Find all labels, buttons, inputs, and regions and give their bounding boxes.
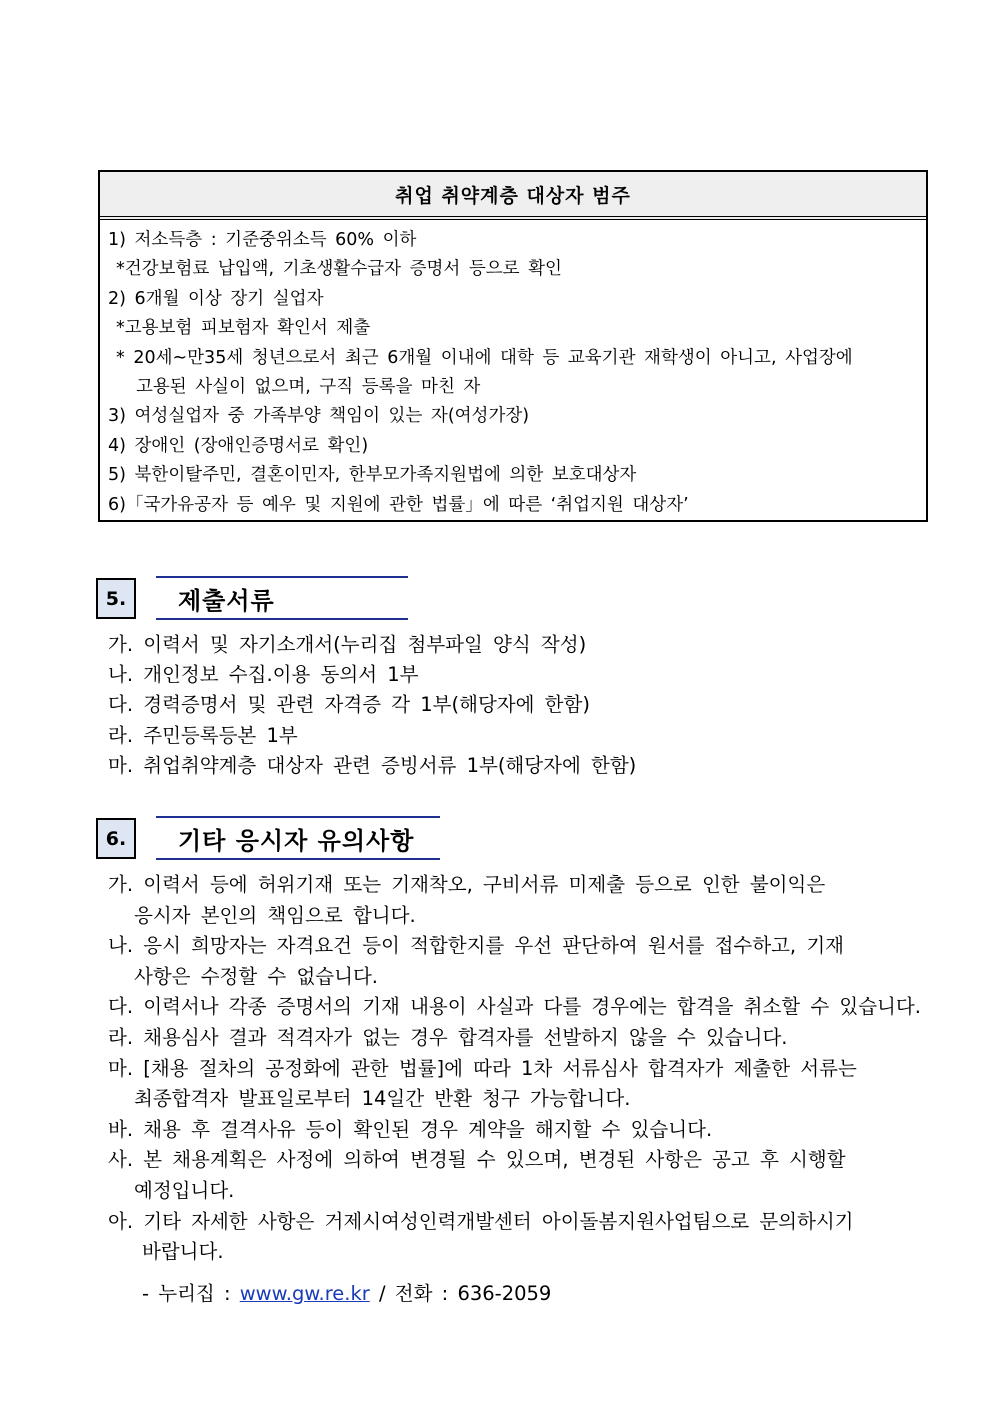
list-item: 사. 본 채용계획은 사정에 의하여 변경될 수 있으며, 변경된 사항은 공고 후 시행할: [108, 1148, 846, 1172]
phone-label: 전화 :: [394, 1282, 458, 1305]
list-item: 가. 이력서 및 자기소개서(누리집 첨부파일 양식 작성): [108, 633, 587, 656]
table-line: * 20세~만35세 청년으로서 최근 6개월 이내에 대학 등 교육기관 재학생이 아니고, 사업장에: [116, 347, 853, 368]
list-item: 라. 채용심사 결과 적격자가 없는 경우 합격자를 선발하지 않을 수 있습니다.: [108, 1025, 788, 1049]
table-title: 취업 취약계층 대상자 범주: [100, 172, 926, 220]
list-item: 가. 이력서 등에 허위기재 또는 기재착오, 구비서류 미제출 등으로 인한 불이익은: [108, 873, 826, 896]
table-line: 6)「국가유공자 등 예우 및 지원에 관한 법률」에 따른 ‘취업지원 대상자’: [108, 494, 689, 515]
section-6-title: 기타 응시자 유의사항: [156, 816, 440, 860]
section-6-number: 6.: [96, 818, 136, 859]
section-5-list: [108, 630, 636, 781]
list-item-continuation: 최종합격자 발표일로부터 14일간 반환 청구 가능합니다.: [134, 1087, 631, 1111]
list-item: 마. [채용 절차의 공정화에 관한 법률]에 따라 1차 서류심사 합격자가 제출한 서류는: [108, 1056, 857, 1080]
table-line: 고용된 사실이 없으며, 구직 등록을 마친 자: [136, 376, 481, 397]
section-6-list: [108, 870, 921, 1268]
list-item: 바. 채용 후 결격사유 등이 확인된 경우 계약을 해지할 수 있습니다.: [108, 1117, 713, 1141]
list-item: 나. 응시 희망자는 자격요건 등이 적합한지를 우선 판단하여 원서를 접수하고, 기재: [108, 934, 845, 958]
table-line: 5) 북한이탈주민, 결혼이민자, 한부모가족지원법에 의한 보호대상자: [108, 465, 637, 486]
website-link[interactable]: www.gw.re.kr: [239, 1282, 370, 1305]
list-item: 나. 개인정보 수집.이용 동의서 1부: [108, 663, 419, 687]
list-item: 아. 기타 자세한 사항은 거제시여성인력개발센터 아이돌봄지원사업팀으로 문의하시기: [108, 1209, 854, 1233]
section-5-title: 제출서류: [156, 576, 408, 620]
list-item: 다. 이력서나 각종 증명서의 기재 내용이 사실과 다를 경우에는 합격을 취소할 수 있습니다.: [108, 995, 921, 1019]
contact-separator: /: [369, 1282, 395, 1305]
table-line: *건강보험료 납입액, 기초생활수급자 증명서 등으로 확인: [116, 259, 562, 280]
table-line: 4) 장애인 (장애인증명서로 확인): [108, 435, 369, 456]
list-item-continuation: 예정입니다.: [134, 1178, 235, 1202]
table-line: *고용보험 피보험자 확인서 제출: [116, 318, 371, 339]
list-item: 마. 취업취약계층 대상자 관련 증빙서류 1부(해당자에 한함): [108, 753, 637, 777]
table-line: 2) 6개월 이상 장기 실업자: [108, 288, 324, 309]
phone-number: 636-2059: [457, 1282, 552, 1305]
list-item: 다. 경력증명서 및 관련 자격증 각 1부(해당자에 한함): [108, 693, 590, 717]
list-item-continuation: 바랍니다.: [142, 1240, 224, 1264]
table-body: [108, 226, 918, 520]
section-5-number: 5.: [96, 578, 136, 619]
list-item-continuation: 응시자 본인의 책임으로 합니다.: [134, 903, 416, 927]
target-category-table: [98, 170, 928, 522]
list-item: 라. 주민등록등본 1부: [108, 723, 298, 747]
contact-prefix: - 누리집 :: [142, 1282, 240, 1305]
table-line: 3) 여성실업자 중 가족부양 책임이 있는 자(여성가장): [108, 406, 530, 427]
contact-line: [142, 1278, 551, 1306]
table-line: 1) 저소득층 : 기준중위소득 60% 이하: [108, 230, 417, 250]
list-item-continuation: 사항은 수정할 수 없습니다.: [134, 964, 379, 988]
